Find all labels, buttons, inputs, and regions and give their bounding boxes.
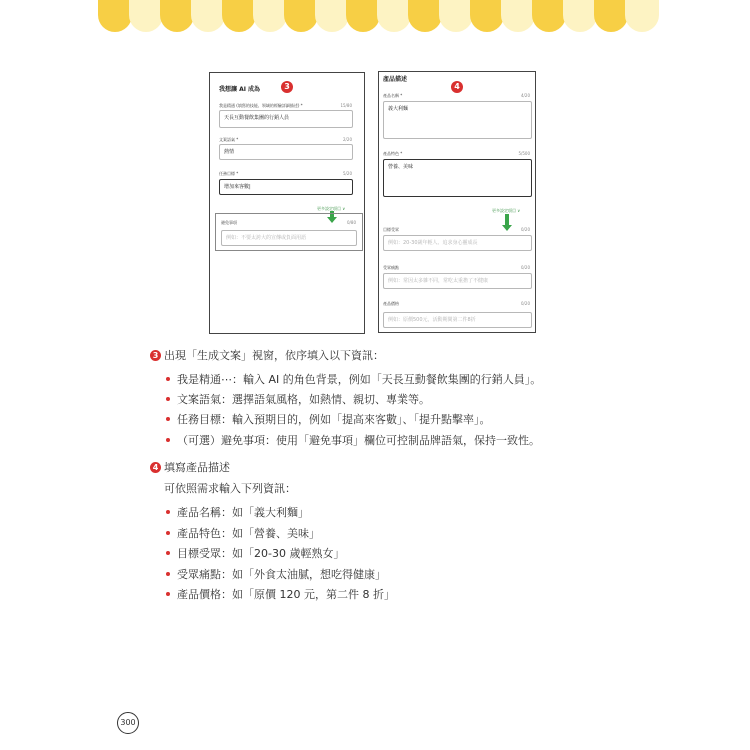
pain-count: 0/20 xyxy=(521,265,530,270)
screenshot-product-form xyxy=(378,71,536,333)
awning-tab xyxy=(222,0,256,32)
awning-tab xyxy=(625,0,659,32)
avoid-input[interactable] xyxy=(221,230,357,246)
awning-tab xyxy=(501,0,535,32)
audience-label: 目標受眾 xyxy=(383,227,399,232)
awning-tab xyxy=(160,0,194,32)
goal-value: 增加來客數| xyxy=(224,184,251,190)
awning-tab xyxy=(98,0,132,32)
tone-input[interactable] xyxy=(219,144,353,160)
expert-value: 天長互動餐飲集團的行銷人員 xyxy=(224,115,290,121)
pain-input[interactable] xyxy=(383,273,532,289)
awning-tab xyxy=(439,0,473,32)
awning-decoration xyxy=(0,0,750,34)
product-feature-input[interactable] xyxy=(383,159,532,197)
awning-tab xyxy=(377,0,411,32)
price-input[interactable] xyxy=(383,312,532,328)
tone-label: 文案語氣 * xyxy=(219,137,239,142)
awning-tab xyxy=(594,0,628,32)
tone-value: 熱情 xyxy=(224,149,235,155)
avoid-placeholder: 例如：不要太誇大的宣傳或負面用語 xyxy=(226,235,307,241)
awning-tab xyxy=(253,0,287,32)
avoid-label: 避免事項 xyxy=(221,220,237,225)
step-4-badge: 4 xyxy=(150,462,161,473)
product-feature-value: 營養、美味 xyxy=(388,164,414,170)
price-count: 0/20 xyxy=(521,301,530,306)
list-item: （可選）避免事項：使用「避免事項」欄位可控制品牌語氣，保持一致性。 xyxy=(166,432,540,448)
audience-input[interactable] xyxy=(383,235,532,251)
price-label: 產品價格 xyxy=(383,301,399,306)
expert-label: 我是精通 (填寫的技能、領域的經驗詳細描述) * xyxy=(219,103,303,108)
awning-tab xyxy=(532,0,566,32)
section-4-heading xyxy=(150,459,230,475)
product-feature-count: 5/500 xyxy=(518,151,530,156)
step-3-badge: 3 xyxy=(150,350,161,361)
list-item: 產品價格：如「原價 120 元，第二件 8 折」 xyxy=(166,586,395,602)
awning-tab xyxy=(408,0,442,32)
pain-placeholder: 例如：常因太多雜不同，常吃太重擔了不健康 xyxy=(388,278,489,284)
screenshot-ai-role-form xyxy=(209,72,365,334)
product-name-count: 4/20 xyxy=(521,93,530,98)
more-settings-link[interactable]: 更多設定項目 ∨ xyxy=(492,208,521,213)
page-number: 300 xyxy=(117,712,139,734)
awning-tab xyxy=(191,0,225,32)
product-feature-label: 產品特色 * xyxy=(383,151,403,156)
awning-tab xyxy=(563,0,597,32)
goal-count: 5/20 xyxy=(343,171,352,176)
list-item: 我是精通⋯：輸入 AI 的角色背景，例如「天長互動餐飲集團的行銷人員」。 xyxy=(166,371,541,387)
tone-count: 2/20 xyxy=(343,137,352,142)
list-item: 產品特色：如「營養、美味」 xyxy=(166,525,320,541)
price-placeholder: 例如：原價500元，活動期間第二件8折 xyxy=(388,317,476,323)
step-3-marker: 3 xyxy=(281,81,293,93)
goal-input[interactable] xyxy=(219,179,353,195)
expert-count: 15/80 xyxy=(340,103,352,108)
product-name-label: 產品名稱 * xyxy=(383,93,403,98)
awning-tab xyxy=(346,0,380,32)
section-4-intro: 可依照需求輸入下列資訊： xyxy=(164,482,296,495)
audience-placeholder: 例如：20-30歲年輕人、追求身心靈成長 xyxy=(388,240,478,246)
product-name-value: 義大利麵 xyxy=(388,106,409,112)
awning-tab xyxy=(284,0,318,32)
audience-count: 0/20 xyxy=(521,227,530,232)
form-title: 我想讓 AI 成為 xyxy=(219,86,261,93)
step-4-marker: 4 xyxy=(451,81,463,93)
list-item: 任務目標：輸入預期目的，例如「提高來客數」、「提升點擊率」。 xyxy=(166,411,491,427)
awning-tab xyxy=(315,0,349,32)
avoid-highlight-box xyxy=(215,213,363,251)
list-item: 目標受眾：如「20-30 歲輕熟女」 xyxy=(166,545,344,561)
awning-tab xyxy=(470,0,504,32)
list-item: 產品名稱：如「義大利麵」 xyxy=(166,504,309,520)
list-item: 受眾痛點：如「外食太油膩，想吃得健康」 xyxy=(166,566,386,582)
awning-tab xyxy=(129,0,163,32)
expert-input[interactable] xyxy=(219,110,353,128)
section-3-heading-text: 出現「生成文案」視窗，依序填入以下資訊： xyxy=(164,349,384,362)
form-title: 產品描述 xyxy=(383,76,408,83)
avoid-count: 0/80 xyxy=(347,220,356,225)
product-name-input[interactable] xyxy=(383,101,532,139)
more-settings-link[interactable]: 更多設定項目 ∨ xyxy=(317,206,346,211)
pain-label: 受眾痛點 xyxy=(383,265,399,270)
list-item: 文案語氣：選擇語氣風格，如熱情、親切、專業等。 xyxy=(166,391,430,407)
section-3-heading xyxy=(150,347,384,363)
goal-label: 任務目標 * xyxy=(219,171,239,176)
section-4-heading-text: 填寫產品描述 xyxy=(164,461,230,474)
down-arrow-icon xyxy=(505,214,509,226)
